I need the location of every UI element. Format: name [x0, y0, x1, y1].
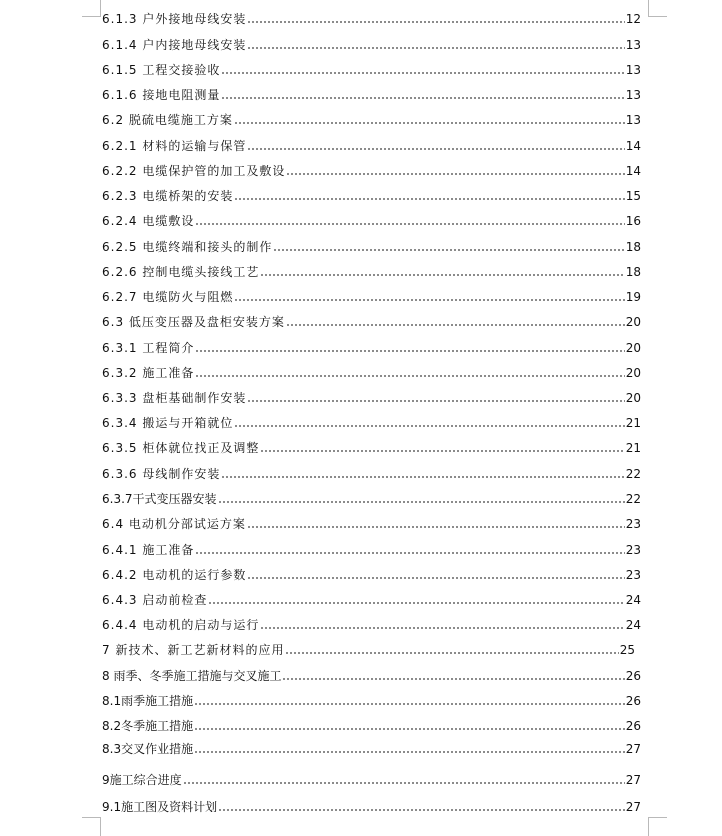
- toc-entry-title: 6.3.4 搬运与开箱就位: [102, 416, 234, 430]
- toc-entry[interactable]: [102, 207, 641, 229]
- toc-entry-title: 6.4.3 启动前检查: [102, 593, 208, 607]
- toc-entry-title: 6.1.3 户外接地母线安装: [102, 12, 247, 26]
- toc-entry-page: 24: [625, 593, 641, 607]
- toc-entry-page: 13: [625, 38, 641, 52]
- toc-entry[interactable]: [102, 485, 641, 507]
- toc-entry-title: 6.2.6 控制电缆头接线工艺: [102, 265, 260, 279]
- toc-leader-dots: [183, 782, 625, 784]
- toc-entry[interactable]: [102, 157, 641, 179]
- toc-leader-dots: [286, 173, 624, 175]
- toc-entry-page: 19: [625, 290, 641, 304]
- toc-entry-page: 13: [625, 63, 641, 77]
- toc-entry[interactable]: [102, 56, 641, 78]
- toc-entry-page: 12: [625, 12, 641, 26]
- toc-entry-title: 6.3 低压变压器及盘柜安装方案: [102, 315, 285, 329]
- toc-leader-dots: [194, 703, 625, 705]
- toc-entry[interactable]: [102, 766, 641, 788]
- toc-entry[interactable]: [102, 359, 641, 381]
- toc-entry-title: 6.3.3 盘柜基础制作安装: [102, 391, 247, 405]
- toc-entry-page: 20: [625, 366, 641, 380]
- toc-entry-title: 6.1.5 工程交接验收: [102, 63, 221, 77]
- toc-entry[interactable]: [102, 233, 641, 255]
- toc-leader-dots: [273, 249, 624, 251]
- toc-entry[interactable]: [102, 510, 641, 532]
- toc-entry-title: 6.2.4 电缆敷设: [102, 214, 195, 228]
- toc-entry-title: 6.3.5 柜体就位找正及调整: [102, 441, 260, 455]
- toc-leader-dots: [282, 678, 624, 680]
- toc-entry-page: 27: [625, 773, 641, 787]
- toc-entry-page: 23: [625, 568, 641, 582]
- toc-entry-title: 8 雨季、冬季施工措施与交叉施工: [102, 669, 282, 683]
- page-corner-mark: [648, 0, 667, 17]
- toc-entry[interactable]: [102, 308, 641, 330]
- toc-entry-title: 6.1.4 户内接地母线安装: [102, 38, 247, 52]
- toc-entry-title: 7 新技术、新工艺新材料的应用: [102, 643, 285, 657]
- toc-entry[interactable]: [102, 793, 641, 815]
- toc-entry-title: 8.2冬季施工措施: [102, 719, 194, 733]
- toc-leader-dots: [195, 350, 624, 352]
- toc-entry-title: 6.2 脱硫电缆施工方案: [102, 113, 233, 127]
- toc-entry-title: 6.2.2 电缆保护管的加工及敷设: [102, 164, 286, 178]
- toc-entry-page: 23: [625, 543, 641, 557]
- toc-entry-page: 18: [625, 265, 641, 279]
- toc-entry-title: 6.4.2 电动机的运行参数: [102, 568, 247, 582]
- toc-leader-dots: [234, 198, 624, 200]
- toc-leader-dots: [286, 324, 625, 326]
- toc-entry[interactable]: [102, 31, 641, 53]
- toc-entry-page: 23: [625, 517, 641, 531]
- toc-entry-page: 20: [625, 391, 641, 405]
- toc-entry-page: 14: [625, 164, 641, 178]
- toc-entry-page: 13: [625, 88, 641, 102]
- toc-entry-title: 6.2.3 电缆桥架的安装: [102, 189, 234, 203]
- toc-entry[interactable]: [102, 106, 641, 128]
- toc-leader-dots: [260, 274, 624, 276]
- toc-entry-page: 22: [625, 467, 641, 481]
- toc-entry[interactable]: [102, 662, 641, 684]
- toc-entry-page: 16: [625, 214, 641, 228]
- toc-entry-page: 21: [625, 441, 641, 455]
- toc-leader-dots: [195, 375, 624, 377]
- toc-entry-page: 20: [625, 315, 641, 329]
- toc-leader-dots: [194, 751, 625, 753]
- toc-leader-dots: [218, 809, 625, 811]
- toc-entry-title: 6.4 电动机分部试运方案: [102, 517, 246, 531]
- toc-leader-dots: [260, 450, 624, 452]
- toc-entry-page: 26: [625, 719, 641, 733]
- page-corner-mark: [82, 0, 101, 17]
- toc-entry-page: 26: [625, 669, 641, 683]
- toc-entry[interactable]: [102, 409, 641, 431]
- toc-entry-title: 6.2.1 材料的运输与保管: [102, 139, 247, 153]
- toc-entry[interactable]: [102, 460, 641, 482]
- toc-leader-dots: [221, 72, 624, 74]
- toc-entry-page: 15: [625, 189, 641, 203]
- toc-entry-title: 6.3.7干式变压器安装: [102, 492, 217, 506]
- toc-entry[interactable]: [102, 687, 641, 709]
- toc-entry-title: 6.3.2 施工准备: [102, 366, 195, 380]
- toc-entry-page: 27: [625, 800, 641, 814]
- toc-entry[interactable]: [102, 586, 641, 608]
- toc-entry[interactable]: [102, 132, 641, 154]
- toc-leader-dots: [194, 728, 625, 730]
- toc-entry-title: 8.3交叉作业措施: [102, 742, 194, 756]
- toc-entry[interactable]: [102, 283, 641, 305]
- toc-entry[interactable]: [102, 384, 641, 406]
- toc-entry-title: 6.1.6 接地电阻测量: [102, 88, 221, 102]
- toc-entry[interactable]: [102, 5, 641, 27]
- toc-entry-page: 20: [625, 341, 641, 355]
- toc-entry-title: 8.1雨季施工措施: [102, 694, 194, 708]
- toc-entry[interactable]: [102, 434, 641, 456]
- toc-entry-page: 27: [625, 742, 641, 756]
- toc-entry[interactable]: [102, 611, 641, 633]
- toc-leader-dots: [208, 602, 624, 604]
- toc-entry-page: 24: [625, 618, 641, 632]
- toc-entry-page: 21: [625, 416, 641, 430]
- toc-leader-dots: [234, 122, 625, 124]
- toc-leader-dots: [195, 552, 624, 554]
- toc-leader-dots: [247, 526, 625, 528]
- toc-entry[interactable]: [102, 334, 641, 356]
- toc-entry[interactable]: [102, 81, 641, 103]
- toc-entry[interactable]: [102, 258, 641, 280]
- toc-leader-dots: [247, 148, 624, 150]
- toc-entry[interactable]: [102, 536, 641, 558]
- toc-leader-dots: [221, 97, 624, 99]
- toc-leader-dots: [234, 425, 624, 427]
- toc-leader-dots: [221, 476, 624, 478]
- toc-entry-page: 13: [625, 113, 641, 127]
- toc-entry[interactable]: [102, 735, 641, 757]
- toc-leader-dots: [247, 400, 624, 402]
- toc-entry-title: 6.3.1 工程简介: [102, 341, 195, 355]
- toc-entry[interactable]: [102, 561, 641, 583]
- toc-entry-title: 6.4.4 电动机的启动与运行: [102, 618, 260, 632]
- toc-leader-dots: [195, 223, 624, 225]
- toc-leader-dots: [247, 577, 624, 579]
- toc-entry-page: 22: [625, 492, 641, 506]
- toc-entry-title: 9施工综合进度: [102, 773, 182, 787]
- toc-entry[interactable]: [102, 636, 635, 658]
- toc-entry-title: 6.4.1 施工准备: [102, 543, 195, 557]
- toc-entry-title: 9.1施工图及资料计划: [102, 800, 218, 814]
- toc-entry-page: 18: [625, 240, 641, 254]
- toc-leader-dots: [247, 47, 624, 49]
- toc-entry[interactable]: [102, 712, 641, 734]
- toc-entry-page: 25: [619, 643, 635, 657]
- toc-entry[interactable]: [102, 182, 641, 204]
- toc-leader-dots: [218, 501, 625, 503]
- toc-entry-page: 14: [625, 139, 641, 153]
- toc-entry-title: 6.2.5 电缆终端和接头的制作: [102, 240, 273, 254]
- toc-entry-page: 26: [625, 694, 641, 708]
- toc-entry-title: 6.3.6 母线制作安装: [102, 467, 221, 481]
- toc-leader-dots: [234, 299, 624, 301]
- toc-leader-dots: [285, 652, 618, 654]
- toc-leader-dots: [247, 21, 624, 23]
- toc-entry-title: 6.2.7 电缆防火与阻燃: [102, 290, 234, 304]
- toc-leader-dots: [260, 627, 624, 629]
